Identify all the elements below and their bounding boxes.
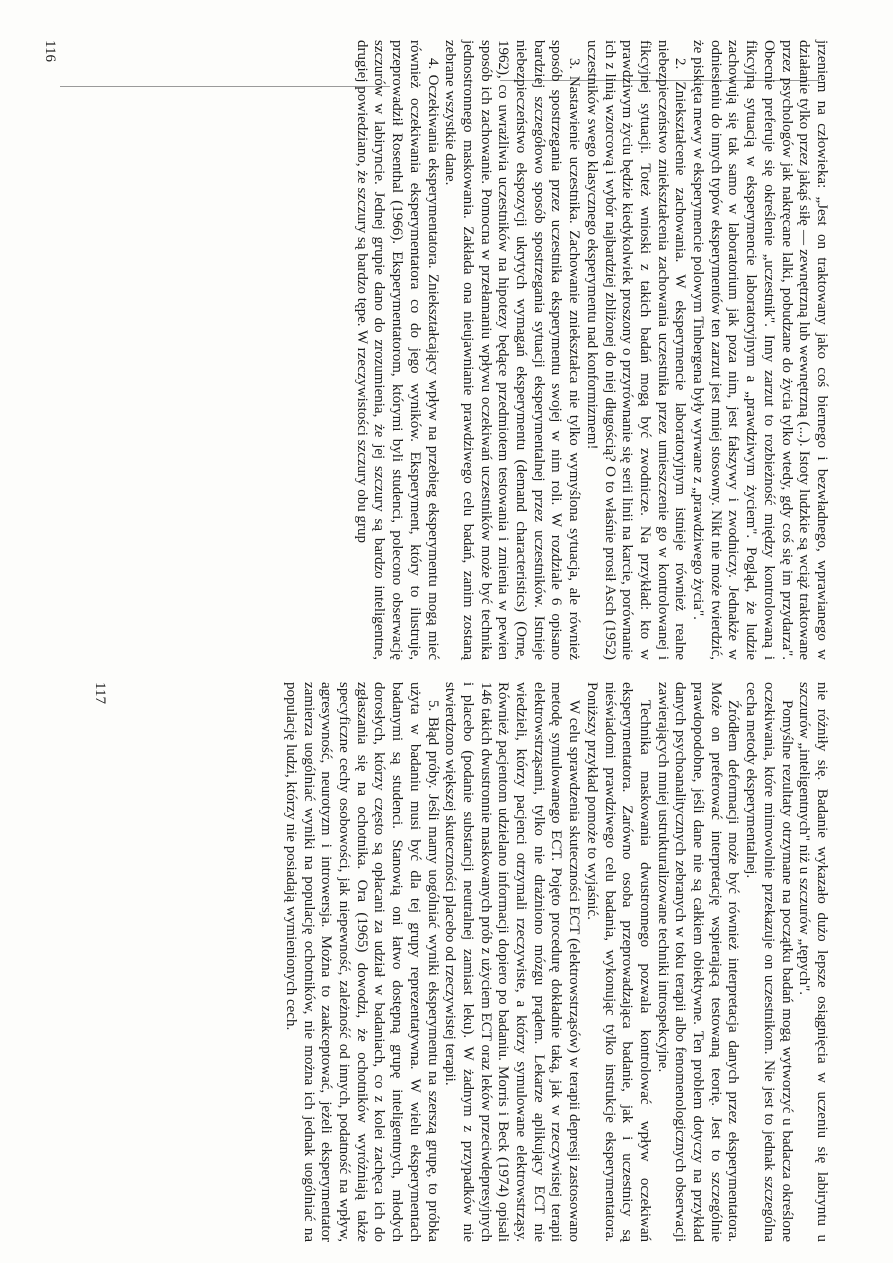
paragraph: 5. Błąd próby. Jeśli mamy uogólniać wyniki eksperymentu na szerszą grupę, to próbka użyta w badaniu musi być dla tej grupy reprezentatywna. W wielu eksperymentach badanymi są studenci. Stanowią oni łatwo dostępną grupę inteligentnych, młodych dorosłych, którzy często są opłacani za udział w badaniach, co z kolei zachęca ich do zgłaszania się na ochotnika. Ora (1965) dowodzi, że ochotników wyróżniają także specyficzne cechy osobowości, jak niepewność, zależność od innych, podatność na wpływ, agresywność, neurotyzm i introwersja. Można to zaakceptować, jeżeli eksperymentator zamierza uogólniać wyniki na populację ochotników, nie można ich jednak uogólniać na populację ludzi, którzy nie posiadają wymienionych cech. — [282, 682, 441, 1242]
paragraph: nie różniły się. Badanie wykazało dużo lepsze osiągnięcia w uczeniu się labiryntu u szczurów „inteligentnych" niż u szczurów „tępych". — [796, 682, 830, 1242]
paragraph: jrzeniem na człowieka: „Jest on traktowany jako coś biernego i bezwładnego, wprawianego w działanie tylko przez jakąś siłę — zewnętrzną lub wewnętrzną (...). Istoty ludzkie są wciąż traktowane przez psychologów jak nakręcane lalki, pobudzane do życia tylko wtedy, gdy coś się im przydarza". Obecnie preferuje się określenie „uczestnik". Inny zarzut to rozbieżność między kontrolowaną i fikcyjną sytuacją w eksperymencie laboratoryjnym a „prawdziwym życiem". Pogląd, że ludzie zachowują się tak samo w laboratorium jak poza nim, jest fałszywy i zwodniczy. Jednakże w odniesieniu do innych typów eksperymentów ten zarzut jest mniej stosowny. Nikt nie może twierdzić, że piskięta mewy w eksperymencie polowym Tinbergena były wyrwane z „prawdziwego życia". — [690, 40, 830, 660]
paragraph: 3. Nastawienie uczestnika. Zachowanie zniekształca nie tylko wymyślona sytuacja, ale również sposób spostrzegania przez uczestnika eksperymentu swojej w nim roli. W rozdziale 6 opisano bardziej szczegółowo sposób spostrzegania sytuacji eksperymentalnej przez uczestników. Istnieje niebezpieczeństwo ekspozycji ukrytych wymagań eksperymentu (demand characteristics) (Orne, 1962), co uwrażliwia uczestników na hipotezy będące przedmiotem testowania i zmienia w pewien sposób ich zachowanie. Pomocna w przełamaniu wpływu oczekiwań uczestników może być technika jednostronnego maskowania. Zakłada ona nieujawnianie prawdziwego celu badań, zanim zostaną zebrane wszystkie dane. — [442, 40, 583, 660]
paragraph: W celu sprawdzenia skuteczności ECT (elektrowstrząsów) w terapii depresji zastosowano metodę symulowanego ECT. Pojęto procedurę dokładnie taką, jak w rzeczywistej terapii elektrowstrząsami, tylko nie drażniono mózgu prądem. Lekarze aplikujący ECT nie wiedzieli, którzy pacjenci otrzymali rzeczywiste, a którzy symulowane elektrowstrząsy. Również pacjentom udzielano informacji dopiero po badaniu. Morris i Beck (1974) opisali 146 takich dwustronnie maskowanych prób z użyciem ECT oraz leków przeciwdepresyjnych i placebo (podanie substancji neutralnej zamiast leku). W żadnym z przypadków nie stwierdzono większej skuteczności placebo od rzeczywistej terapii. — [442, 682, 583, 1242]
page-number: 116 — [42, 40, 58, 62]
paragraph: Technika maskowania dwustronnego pozwala kontrolować wpływ oczekiwań eksperymentatora. Zarówno osoba przeprowadzająca badanie, jak i uczestnicy są nieświadomi prawdziwego celu badania, wykonując tylko instrukcje eksperymentatora. Poniższy przykład pomoże to wyjaśnić. — [583, 682, 653, 1242]
page-117-text — [281, 682, 830, 1242]
paragraph: 2. Zniekształcenie zachowania. W eksperymencie laboratoryjnym istnieje również realne niebezpieczeństwo zniekształcenia zachowania uczestnika przez umieszczenie go w kontrolowanej i fikcyjnej sytuacji. Toteż wnioski z takich badań mogą być zwodnicze. Na przykład: kto w prawdziwym życiu będzie kiedykolwiek proszony o przyrównanie się serii linii na karcie, porównanie ich z linią wzorcową i wybór najbardziej zbliżonej do niej długością? O to właśnie prosił Asch (1952) uczestników swego klasycznego eksperymentu nad konformizmem! — [583, 40, 689, 660]
paragraph: 4. Oczekiwania eksperymentatora. Zniekształcający wpływ na przebieg eksperymentu mogą mieć również oczekiwania eksperymentatora co do jego wyników. Eksperyment, który to ilustruje, przeprowadził Rosenthal (1966). Eksperymentatorom, którymi byli studenci, polecono obserwację szczurów w labiryncie. Jednej grupie dano do zrozumienia, że jej szczury są bardzo inteligentne, drugiej powiedziano, że szczury są bardzo tępe. W rzeczywistości szczury obu grup — [353, 40, 441, 660]
page-116-text — [352, 40, 830, 660]
paragraph: Pomyślne rezultaty otrzymane na początku badań mogą wytworzyć u badacza określone oczekiwania, które mimowolnie przekazuje on uczestnikom. Nie jest to jednak szczególna cecha metody eksperymentalnej. — [743, 682, 795, 1242]
page-116 — [42, 40, 830, 660]
paragraph: Źródłem deformacji może być również interpretacja danych przez eksperymentatora. Może on preferować interpretację wspierającą testowaną teorię. Jest to szczególnie prawdopodobne, jeśli dane nie są całkiem obiektywne. Ten problem dotyczy na przykład danych psychoanalitycznych zebranych w toku terapii albo fenomenologicznych obserwacji zawierających mniej ustrukturalizowane techniki introspekcyjne. — [654, 682, 742, 1242]
page-117 — [70, 682, 830, 1242]
page-number: 117 — [92, 682, 108, 704]
